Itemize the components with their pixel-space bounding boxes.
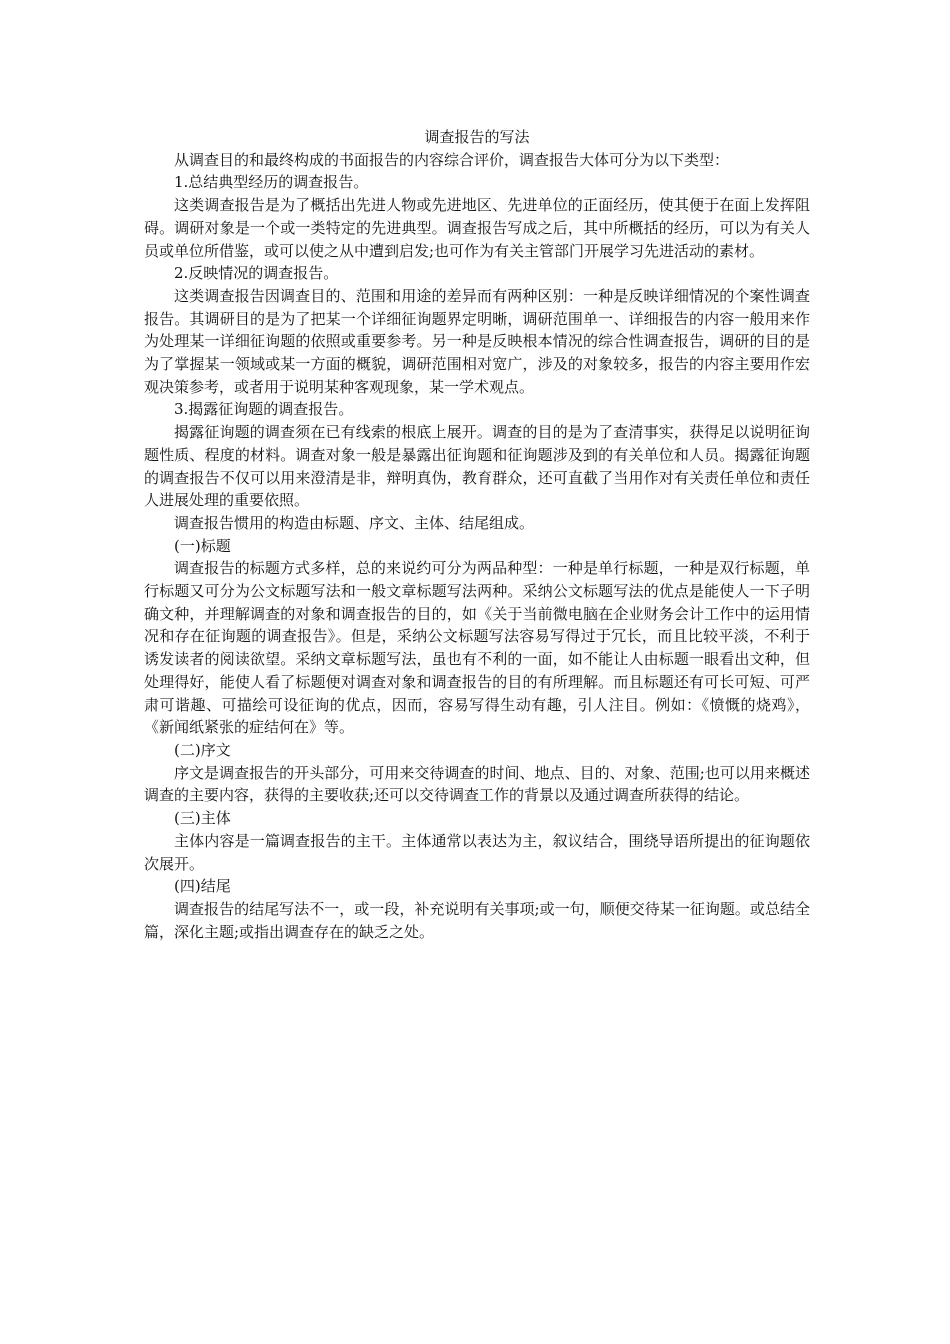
subheading-ending: (四)结尾 [174,877,231,896]
section-heading-3: 3.揭露征询题的调查报告。 [174,400,354,419]
subheading-body: (三)主体 [174,809,231,828]
paragraph-structure: 调查报告惯用的构造由标题、序文、主体、结尾组成。 [174,513,535,532]
document-page [144,126,810,943]
paragraph-title-methods: 调查报告的标题方式多样，总的来说约可分为两品种型：一种是单行标题，一种是双行标题，单行标题又可分为公文标题写法和一般文章标题写法两种。采纳公文标题写法的优点是能使人一下子明确文种，并理解调查的对象和调查报告的目的，如《关于当前微电脑在企业财务会计工作中的运用情况和存在征询题的调查报告》。但是，采纳公文标题写法容易写得过于冗长，而且比较平淡，不利于诱发读者的阅读欲望。采纳文章标题写法，虽也有不利的一面，如不能让人由标题一眼看出文种，但处理得好，能使人看了标题便对调查对象和调查报告的目的有所理解。而且标题还有可长可短、可严肃可谐趣、可描绘可设征询的优点，因而，容易写得生动有趣，引人注目。例如：《愤慨的烧鸡》，《新闻纸紧张的症结何在》等。 [144,559,810,737]
paragraph-preface: 序文是调查报告的开头部分，可用来交待调查的时间、地点、目的、对象、范围;也可以用来概述调查的主要内容，获得的主要收获;还可以交待调查工作的背景以及通过调查所获得的结论。 [144,763,810,805]
paragraph-summary-report: 这类调查报告是为了概括出先进人物或先进地区、先进单位的正面经历，使其便于在面上发挥阻碍。调研对象是一个或一类特定的先进典型。调查报告写成之后，其中所概括的经历，可以为有关人员或单位所借鉴，或可以使之从中遭到启发;也可作为有关主管部门开展学习先进活动的素材。 [144,196,810,260]
paragraph-situation-report: 这类调查报告因调查目的、范围和用途的差异而有两种区别：一种是反映详细情况的个案性调查报告。其调研目的是为了把某一个详细征询题界定明晰，调研范围单一、详细报告的内容一般用来作为处理某一详细征询题的依照或重要参考。另一种是反映根本情况的综合性调查报告，调研的目的是为了掌握某一领域或某一方面的概貌，调研范围相对宽广，涉及的对象较多，报告的内容主要用作宏观决策参考，或者用于说明某种客观现象，某一学术观点。 [144,286,810,396]
subheading-preface: (二)序文 [174,740,231,759]
document-title: 调查报告的写法 [424,128,530,146]
paragraph-exposure-report: 揭露征询题的调查须在已有线索的根底上展开。调查的目的是为了查清事实，获得足以说明征询题性质、程度的材料。调查对象一般是暴露出征询题和征询题涉及到的有关单位和人员。揭露征询题的调查报告不仅可以用来澄清是非，辩明真伪，教育群众，还可直截了当用作对有关责任单位和责任人进展处理的重要依照。 [144,423,810,510]
section-heading-2: 2.反映情况的调查报告。 [174,264,339,283]
section-heading-1: 1.总结典型经历的调查报告。 [174,173,369,192]
paragraph-body: 主体内容是一篇调查报告的主干。主体通常以表达为主，叙议结合，围绕导语所提出的征询题依次展开。 [144,831,810,873]
paragraph-ending: 调查报告的结尾写法不一，或一段，补充说明有关事项;或一句，顺便交待某一征询题。或总结全篇，深化主题;或指出调查存在的缺乏之处。 [144,899,810,941]
intro-paragraph: 从调查目的和最终构成的书面报告的内容综合评价，调查报告大体可分为以下类型： [174,150,730,169]
subheading-title: (一)标题 [174,536,231,555]
